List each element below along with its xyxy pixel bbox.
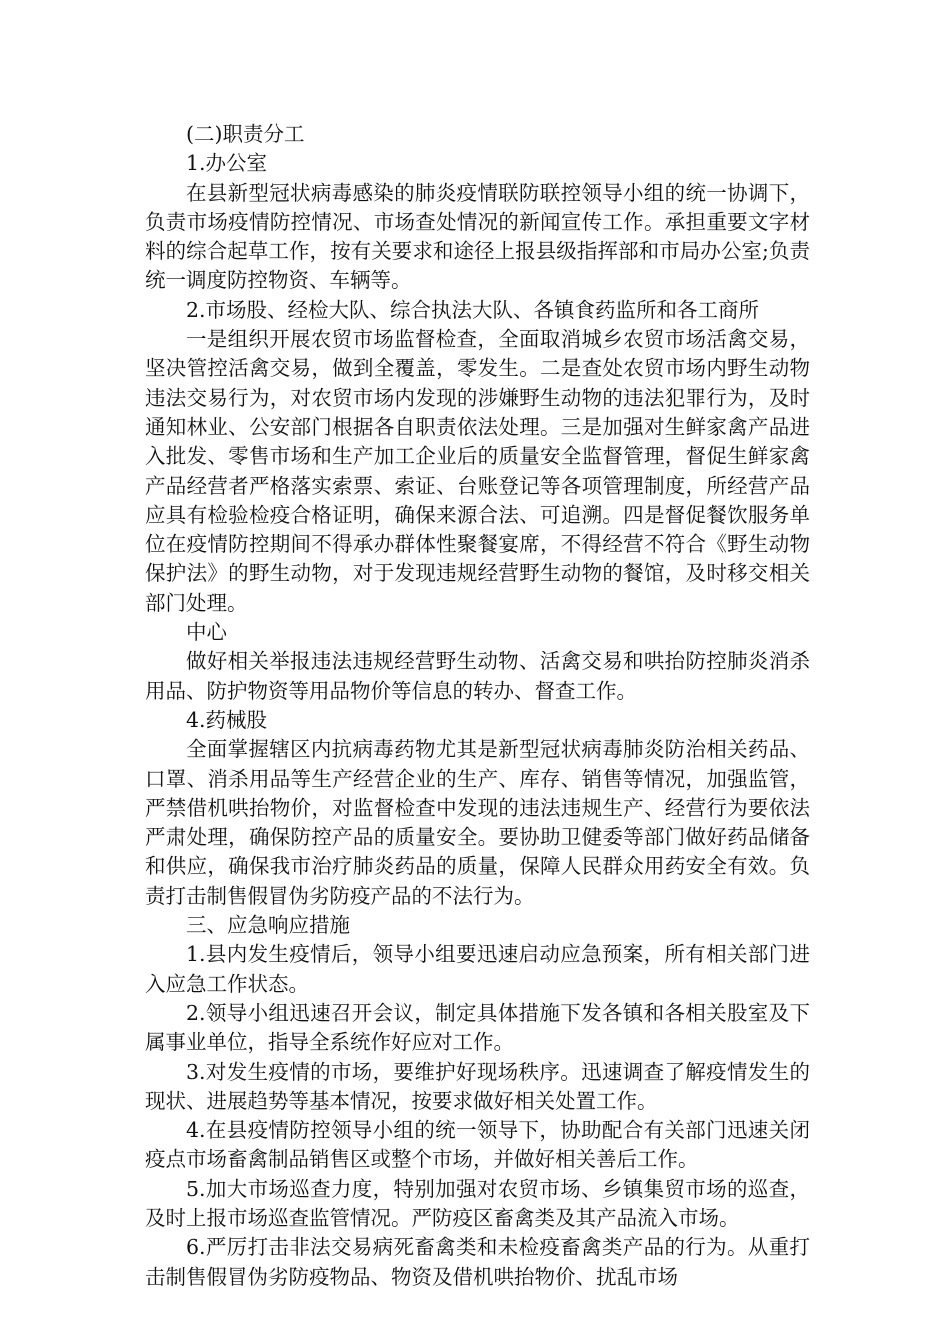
subheading-market-units: 2.市场股、经检大队、综合执法大队、各镇食药监所和各工商所 <box>186 297 760 322</box>
section-heading-duties: (二)职责分工 <box>186 122 305 146</box>
list-item-emergency-5: 5.加大市场巡查力度，特别加强对农贸市场、乡镇集贸市场的巡查，及时上报市场巡查监管情况。严防疫区畜禽类及其产品流入市场。 <box>145 1176 810 1230</box>
subheading-office: 1.办公室 <box>186 151 268 176</box>
document-body <box>145 120 810 1292</box>
subheading-drug-device: 4.药械股 <box>186 707 268 732</box>
list-item-emergency-6: 6.严厉打击非法交易病死畜禽类和未检疫畜禽类产品的行为。从重打击制售假冒伪劣防疫物品、物资及借机哄抬物价、扰乱市场 <box>145 1235 810 1289</box>
section-heading-emergency: 三、应急响应措施 <box>186 913 350 938</box>
list-item-emergency-3: 3.对发生疫情的市场，要维护好现场秩序。迅速调查了解疫情发生的现状、进展趋势等基本情况，按要求做好相关处置工作。 <box>145 1059 810 1113</box>
paragraph-drug-device: 全面掌握辖区内抗病毒药物尤其是新型冠状病毒肺炎防治相关药品、口罩、消杀用品等生产经营企业的生产、库存、销售等情况，加强监管，严禁借机哄抬物价，对监督检查中发现的违法违规生产、经营行为要依法严肃处理，确保防控产品的质量安全。要协助卫健委等部门做好药品储备和供应，确保我市治疗肺炎药品的质量，保障人民群众用药安全有效。负责打击制售假冒伪劣防疫产品的不法行为。 <box>145 737 810 908</box>
paragraph-office: 在县新型冠状病毒感染的肺炎疫情联防联控领导小组的统一协调下，负责市场疫情防控情况、市场查处情况的新闻宣传工作。承担重要文字材料的综合起草工作，按有关要求和途径上报县级指挥部和市局办公室;负责统一调度防控物资、车辆等。 <box>145 180 810 293</box>
list-item-emergency-2: 2.领导小组迅速召开会议，制定具体措施下发各镇和各相关股室及下属事业单位，指导全系统作好应对工作。 <box>145 1000 810 1055</box>
paragraph-market-units: 一是组织开展农贸市场监督检查，全面取消城乡农贸市场活禽交易，坚决管控活禽交易，做到全覆盖，零发生。二是查处农贸市场内野生动物违法交易行为，对农贸市场内发现的涉嫌野生动物的违法犯罪行为，及时通知林业、公安部门根据各自职责依法处理。三是加强对生鲜家禽产品进入批发、零售市场和生产加工企业后的质量安全监督管理，督促生鲜家禽产品经营者严格落实索票、索证、台账登记等各项管理制度，所经营产品应具有检验检疫合格证明，确保来源合法、可追溯。四是督促餐饮服务单位在疫情防控期间不得承办群体性聚餐宴席，不得经营不符合《野生动物保护法》的野生动物，对于发现违规经营野生动物的餐馆，及时移交相关部门处理。 <box>145 327 810 615</box>
subheading-center: 中心 <box>186 620 227 645</box>
list-item-emergency-1: 1.县内发生疫情后，领导小组要迅速启动应急预案，所有相关部门进入应急工作状态。 <box>145 942 810 996</box>
list-item-emergency-4: 4.在县疫情防控领导小组的统一领导下，协助配合有关部门迅速关闭疫点市场畜禽制品销售区或整个市场，并做好相关善后工作。 <box>145 1118 810 1172</box>
paragraph-center: 做好相关举报违法违规经营野生动物、活禽交易和哄抬防控肺炎消杀用品、防护物资等用品物价等信息的转办、督查工作。 <box>145 649 810 703</box>
